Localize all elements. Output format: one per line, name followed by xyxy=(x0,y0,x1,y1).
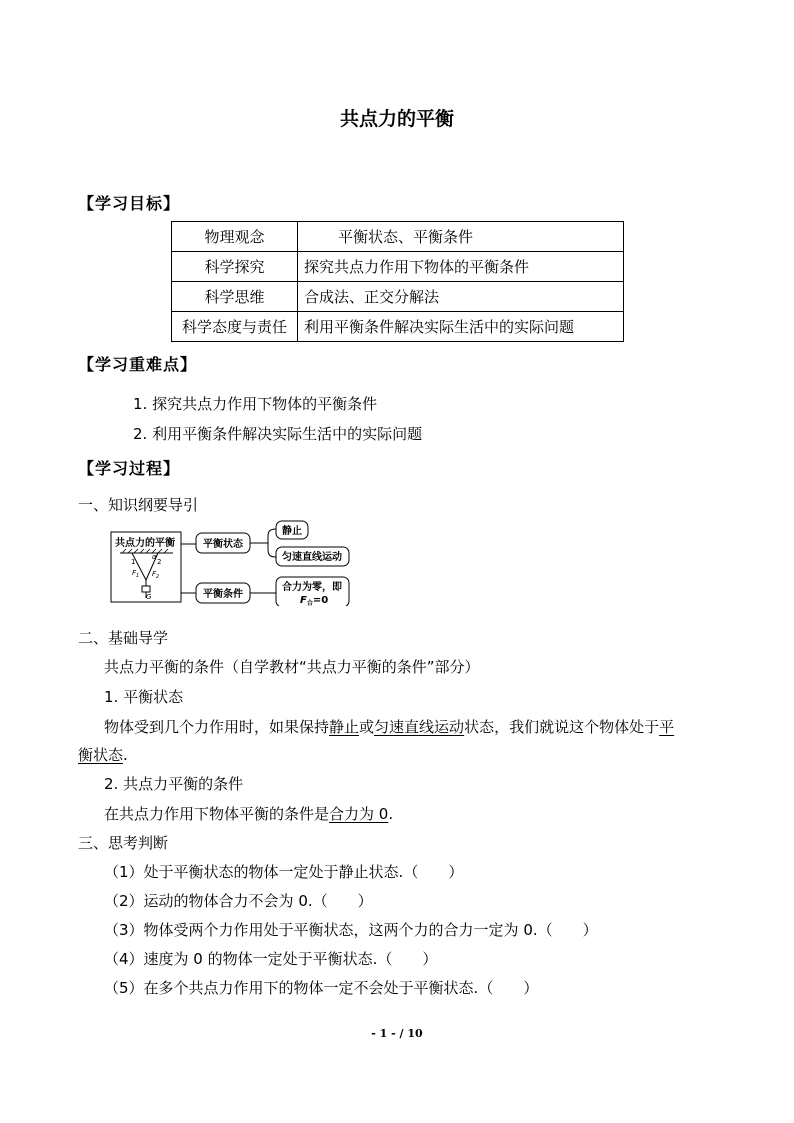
paragraph-balance-state: 物体受到几个力作用时，如果保持静止或匀速直线运动状态，我们就说这个物体处于平 xyxy=(104,718,675,736)
gravity-label: G xyxy=(146,593,152,601)
part3-heading: 三、思考判断 xyxy=(78,834,169,852)
ceiling-hatch xyxy=(122,549,168,553)
force-f2-label: $F_2$ xyxy=(152,570,160,580)
judgment-item: （3）物体受两个力作用处于平衡状态，这两个力的合力一定为 0.（ ） xyxy=(104,921,598,939)
leaf-net-force-label: 合力为零，即 xyxy=(282,582,342,593)
section-title: 1. 平衡状态 xyxy=(104,688,184,706)
rope-label-2: 2 xyxy=(157,558,162,566)
table-row xyxy=(172,312,624,342)
table-row xyxy=(172,282,624,312)
answer-blank: 衡状态 xyxy=(78,746,124,764)
diagram-box-title: 共点力的平衡 xyxy=(115,538,175,549)
page-number: - 1 - / 10 xyxy=(371,1027,423,1040)
page-title: 共点力的平衡 xyxy=(339,108,454,130)
table-cell-value: 合成法、正交分解法 xyxy=(298,282,624,312)
key-point-item: 2. 利用平衡条件解决实际生活中的实际问题 xyxy=(133,425,423,443)
part1-heading: 一、知识纲要导引 xyxy=(78,496,199,514)
judgment-item: （1）处于平衡状态的物体一定处于静止状态.（ ） xyxy=(104,863,464,881)
knowledge-diagram xyxy=(108,520,358,606)
section-title: 2. 共点力平衡的条件 xyxy=(104,775,244,793)
rope-label-1: 1 xyxy=(131,558,136,566)
node-balance-state-label: 平衡状态 xyxy=(203,539,243,550)
objectives-heading: 【学习目标】 xyxy=(78,194,181,213)
process-heading: 【学习过程】 xyxy=(78,459,181,478)
table-cell-key: 物理观念 xyxy=(172,222,298,252)
node-balance-condition-label: 平衡条件 xyxy=(203,589,243,600)
objectives-table xyxy=(171,221,624,342)
weight-block xyxy=(142,586,150,592)
answer-blank: 合力为 0 xyxy=(329,805,389,823)
leaf-static-label: 静止 xyxy=(282,526,302,537)
answer-blank: 平 xyxy=(659,718,675,736)
part2-heading: 二、基础导学 xyxy=(78,629,169,647)
judgment-item: （5）在多个共点力作用下的物体一定不会处于平衡状态.（ ） xyxy=(104,979,539,997)
table-cell-key: 科学思维 xyxy=(172,282,298,312)
paragraph-continuation: 衡状态. xyxy=(78,746,128,764)
key-point-item: 1. 探究共点力作用下物体的平衡条件 xyxy=(133,395,378,413)
brace xyxy=(268,529,276,557)
table-cell-value: 探究共点力作用下物体的平衡条件 xyxy=(298,252,624,282)
paragraph-balance-condition: 在共点力作用下物体平衡的条件是合力为 0. xyxy=(104,805,394,823)
judgment-item: （2）运动的物体合力不会为 0.（ ） xyxy=(104,892,373,910)
table-cell-value: 利用平衡条件解决实际生活中的实际问题 xyxy=(298,312,624,342)
table-row xyxy=(172,252,624,282)
table-cell-value: 平衡状态、平衡条件 xyxy=(298,222,624,252)
part2-intro: 共点力平衡的条件（自学教材“共点力平衡的条件”部分） xyxy=(104,658,480,676)
leaf-uniform-motion-label: 匀速直线运动 xyxy=(282,552,342,563)
force-f1-label: $F_1$ xyxy=(132,569,140,579)
table-cell-key: 科学态度与责任 xyxy=(172,312,298,342)
angle-label: α xyxy=(152,553,157,561)
judgment-item: （4）速度为 0 的物体一定处于平衡状态.（ ） xyxy=(104,950,438,968)
key-points-heading: 【学习重难点】 xyxy=(78,355,198,374)
table-row xyxy=(172,222,624,252)
answer-blank: 静止 xyxy=(329,718,360,736)
answer-blank: 匀速直线运动 xyxy=(374,718,465,736)
leaf-net-force-formula: $F_合=0$ xyxy=(300,595,329,606)
table-cell-key: 科学探究 xyxy=(172,252,298,282)
